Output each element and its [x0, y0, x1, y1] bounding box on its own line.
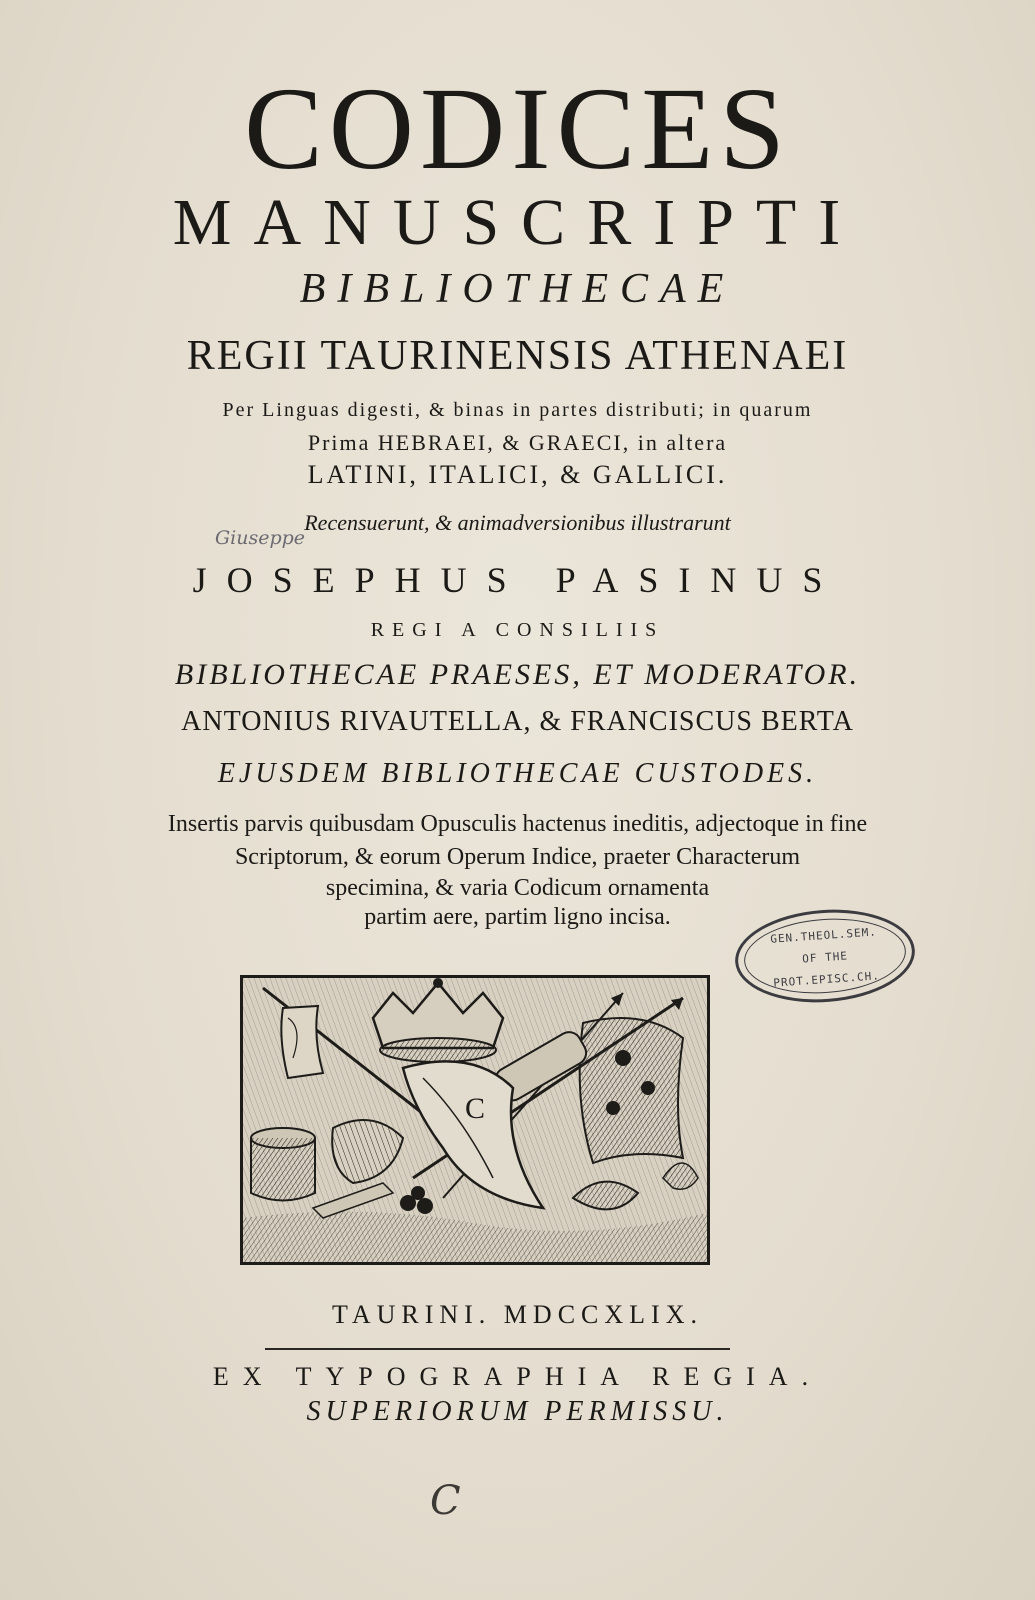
title-codices: CODICES — [244, 63, 791, 194]
trophy-of-arms-crown-icon — [243, 978, 707, 1262]
coauthor-names: ANTONIUS RIVAUTELLA, & FRANCISCUS BERTA — [181, 706, 854, 737]
author-role: REGI A CONSILIIS — [370, 619, 665, 641]
imprint-place-date: TAURINI. MDCCXLIX. — [332, 1300, 703, 1329]
author-name: JOSEPHUS PASINUS — [192, 560, 843, 600]
svg-text:C: C — [465, 1092, 486, 1125]
imprint-permission: SUPERIORUM PERMISSU. — [306, 1396, 729, 1427]
insertis-line-1: Insertis parvis quibusdam Opusculis hactenus ineditis, adjectoque in fine — [167, 811, 868, 837]
stamp-line-3: PROT.EPISC.CH. — [772, 969, 881, 990]
subtitle-line-3: LATINI, ITALICI, & GALLICI. — [307, 460, 728, 489]
title-bibliothecae: BIBLIOTHECAE — [299, 266, 736, 312]
author-office: BIBLIOTHECAE PRAESES, ET MODERATOR. — [174, 658, 861, 691]
handwritten-mark: C — [430, 1478, 461, 1524]
title-manuscripti: MANUSCRIPTI — [172, 186, 863, 259]
stamp-line-2: OF THE — [801, 949, 849, 966]
stamp-line-1: GEN.THEOL.SEM. — [769, 925, 878, 946]
imprint-divider — [265, 1348, 730, 1350]
recensuerunt-line: Recensuerunt, & animadversionibus illustrarunt — [304, 510, 731, 535]
coauthor-role: EJUSDEM BIBLIOTHECAE CUSTODES. — [217, 758, 818, 789]
handwritten-annotation: Giuseppe — [215, 527, 306, 549]
subtitle-line-1: Per Linguas digesti, & binas in partes distributi; in quarum — [222, 399, 813, 421]
insertis-line-2: Scriptorum, & eorum Operum Indice, praeter Characterum — [234, 844, 801, 870]
subtitle-line-2: Prima HEBRAEI, & GRAECI, in altera — [307, 430, 728, 455]
trophy-of-arms-engraving — [240, 975, 710, 1265]
imprint-printer: EX TYPOGRAPHIA REGIA. — [212, 1362, 823, 1391]
insertis-line-3: specimina, & varia Codicum ornamenta — [325, 875, 710, 901]
insertis-line-4: partim aere, partim ligno incisa. — [364, 904, 671, 930]
title-regii-taurinensis: REGII TAURINENSIS ATHENAEI — [186, 333, 849, 379]
